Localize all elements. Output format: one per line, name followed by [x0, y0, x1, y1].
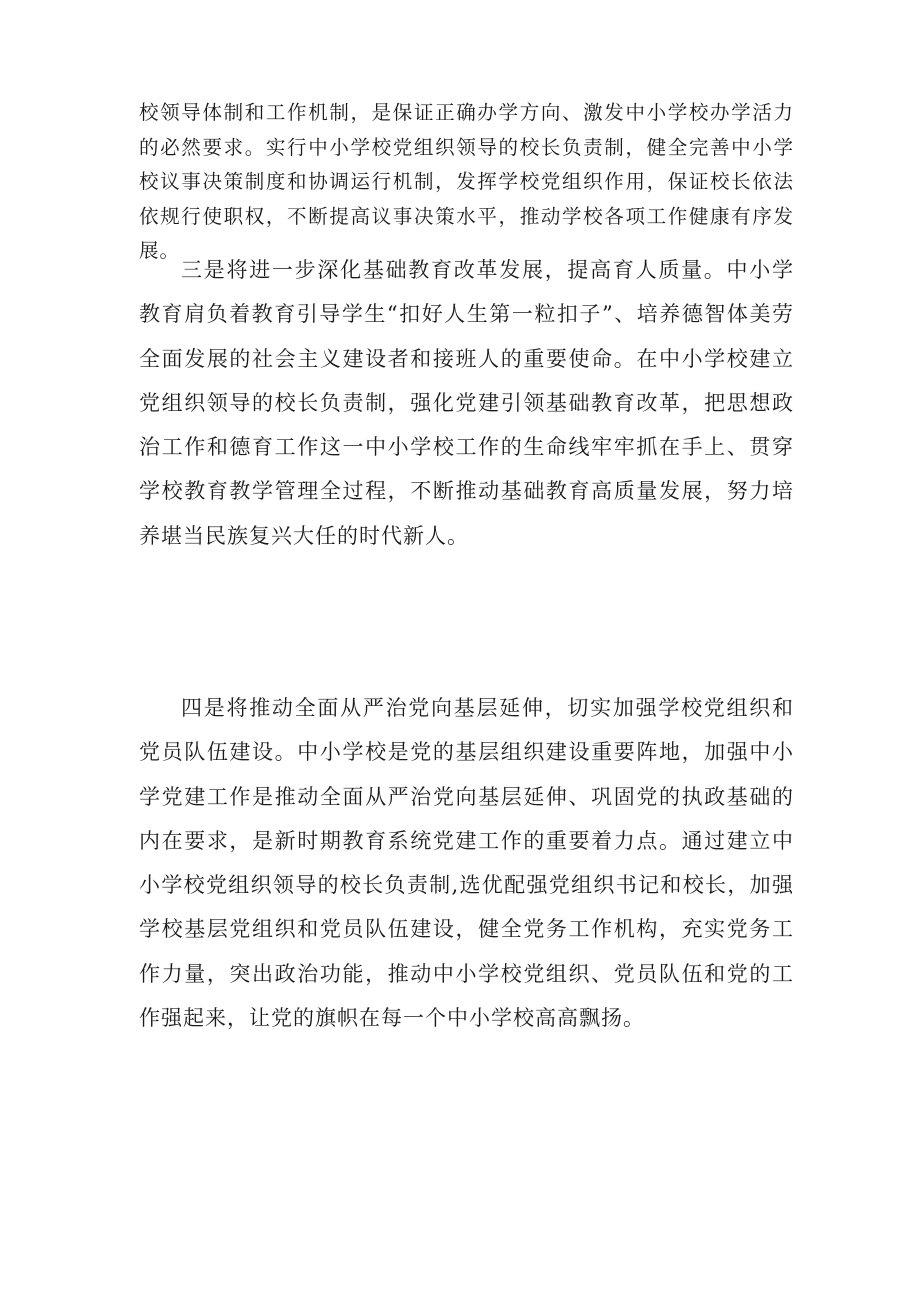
paragraph-continuation: 校领导体制和工作机制，是保证正确办学方向、激发中小学校办学活力的必然要求。实行中小学校党组织领导的校长负责制，健全完善中小学校议事决策制度和协调运行机制，发挥学校党组织作用，保证校长依法依规行使职权，不断提高议事决策水平，推动学校各项工作健康有序发展。 [139, 101, 794, 262]
paragraph-point-three: 三是将进一步深化基础教育改革发展，提高育人质量。中小学教育肩负着教育引导学生“扣好人生第一粒扣子”、培养德智体美劳全面发展的社会主义建设者和接班人的重要使命。在中小学校建立党组织领导的校长负责制，强化党建引领基础教育改革，把思想政治工作和德育工作这一中小学校工作的生命线牢牢抓在手上、贯穿学校教育教学管理全过程，不断推动基础教育高质量发展，努力培养堪当民族复兴大任的时代新人。 [139, 258, 794, 548]
paragraph-point-four: 四是将推动全面从严治党向基层延伸，切实加强学校党组织和党员队伍建设。中小学校是党的基层组织建设重要阵地，加强中小学党建工作是推动全面从严治党向基层延伸、巩固党的执政基础的内在要求，是新时期教育系统党建工作的重要着力点。通过建立中小学校党组织领导的校长负责制,选优配强党组织书记和校长，加强学校基层党组织和党员队伍建设，健全党务工作机构，充实党务工作力量，突出政治功能，推动中小学校党组织、党员队伍和党的工作强起来，让党的旗帜在每一个中小学校高高飘扬。 [139, 696, 794, 1031]
